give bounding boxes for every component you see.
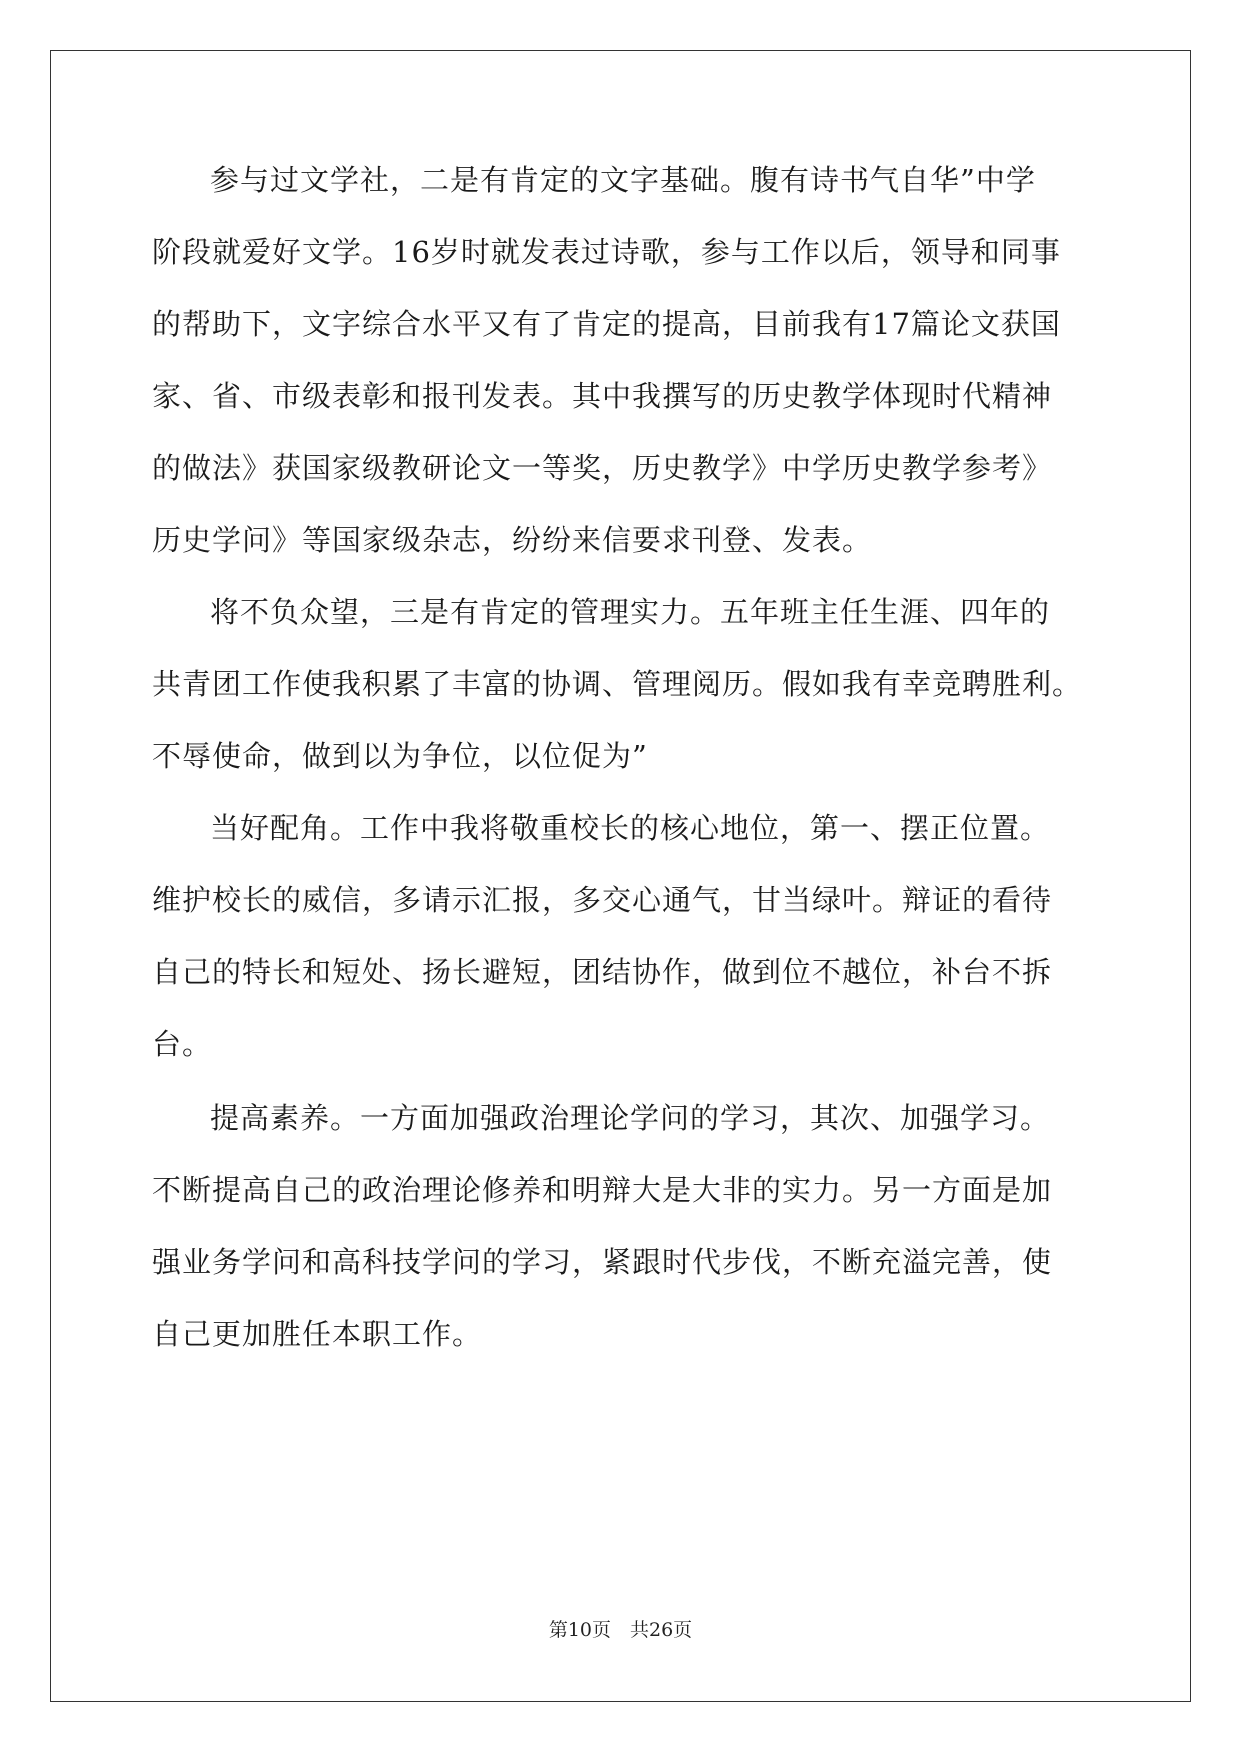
- text-line-17: 自己更加胜任本职工作。: [152, 1317, 483, 1351]
- page-border: [50, 50, 1191, 1702]
- text-line-15: 不断提高自己的政治理论修养和明辩大是大非的实力。另一方面是加: [152, 1173, 1053, 1207]
- text-line-16: 强业务学问和高科技学问的学习，紧跟时代步伐，不断充溢完善，使: [152, 1245, 1053, 1279]
- text-line-13: 台。: [152, 1027, 213, 1061]
- text-line-5: 的做法》获国家级教研论文一等奖，历史教学》中学历史教学参考》: [152, 451, 1053, 485]
- text-line-3: 的帮助下，文字综合水平又有了肯定的提高，目前我有17篇论文获国: [152, 307, 1061, 341]
- text-line-12: 自己的特长和短处、扬长避短，团结协作，做到位不越位，补台不拆: [152, 955, 1053, 989]
- text-line-4: 家、省、市级表彰和报刊发表。其中我撰写的历史教学体现时代精神: [152, 379, 1053, 413]
- text-line-6: 历史学问》等国家级杂志，纷纷来信要求刊登、发表。: [152, 523, 873, 557]
- text-line-2: 阶段就爱好文学。16岁时就发表过诗歌，参与工作以后，领导和同事: [152, 235, 1061, 269]
- text-line-14: 提高素养。一方面加强政治理论学问的学习，其次、加强学习。: [210, 1101, 1051, 1135]
- page-number-footer: 第10页 共26页: [548, 1619, 693, 1641]
- text-line-1: 参与过文学社，二是有肯定的文字基础。腹有诗书气自华”中学: [210, 163, 1036, 197]
- text-line-7: 将不负众望，三是有肯定的管理实力。五年班主任生涯、四年的: [210, 595, 1051, 629]
- text-line-8: 共青团工作使我积累了丰富的协调、管理阅历。假如我有幸竞聘胜利。: [152, 667, 1083, 701]
- text-line-10: 当好配角。工作中我将敬重校长的核心地位，第一、摆正位置。: [210, 811, 1051, 845]
- text-line-11: 维护校长的威信，多请示汇报，多交心通气，甘当绿叶。辩证的看待: [152, 883, 1053, 917]
- text-line-9: 不辱使命，做到以为争位，以位促为”: [152, 739, 648, 773]
